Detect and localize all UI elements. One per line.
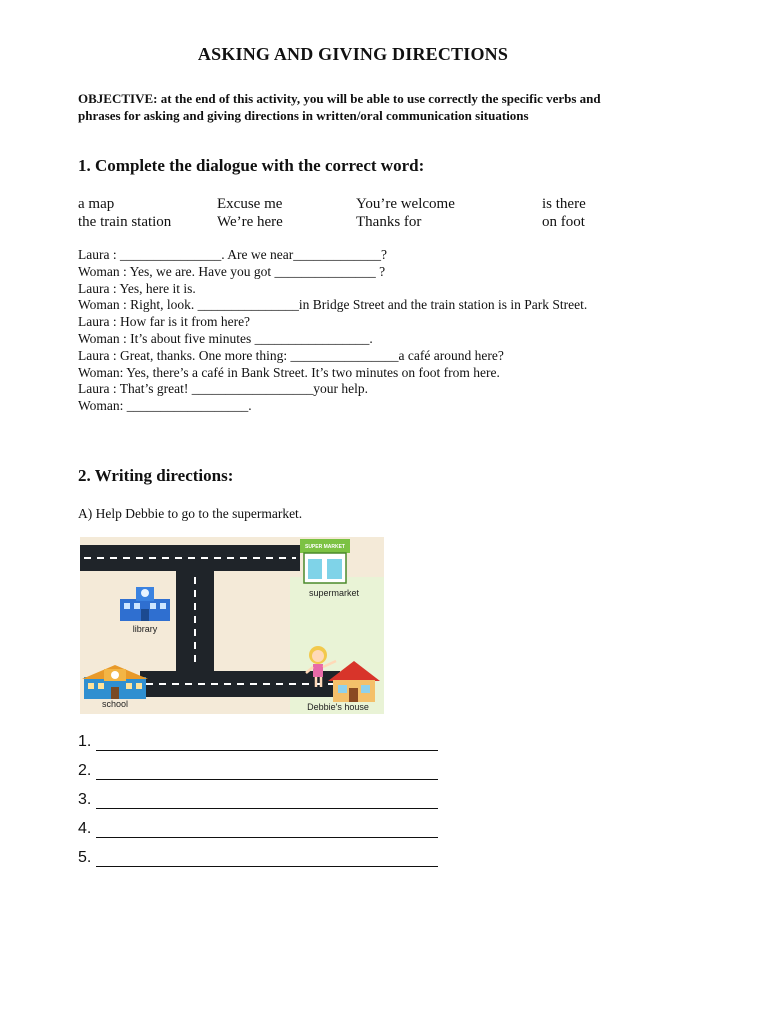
word-bank-item: Excuse me [217,196,283,212]
supermarket-label: supermarket [308,588,360,598]
dialogue-line: Laura : Yes, here it is. [78,280,196,296]
dialogue [78,247,698,415]
dialogue-line: Woman : Yes, we are. Have you got _______________ ? [78,263,386,279]
library-label: library [132,624,158,634]
answer-row[interactable] [78,849,91,867]
answer-row[interactable] [78,762,91,780]
answer-row[interactable] [78,733,91,751]
answer-blank[interactable] [96,866,438,867]
dialogue-line: Laura : Great, thanks. One more thing: ________________a café around here? [78,347,504,363]
dialogue-line: Laura : How far is it from here? [78,314,251,330]
answer-blank[interactable] [96,808,438,809]
answer-number: 5. [78,849,92,866]
instruction-text: A) Help Debbie to go to the supermarket. [78,506,303,521]
map-illustration [80,537,384,714]
word-bank-item: on foot [542,214,585,230]
dialogue-line: Woman : Right, look. _______________in Bridge Street and the train station is in Park Street. [78,297,588,313]
answer-blank[interactable] [96,750,438,751]
page-title: ASKING AND GIVING DIRECTIONS [197,44,509,64]
section-1-heading: 1. Complete the dialogue with the correct word: [78,156,425,175]
house-label: Debbie's house [307,702,369,712]
word-bank-item: the train station [78,214,172,230]
answer-number: 1. [78,733,92,750]
section-2-heading: 2. Writing directions: [78,466,234,485]
directions-map [80,537,384,714]
dialogue-line: Laura : That’s great! __________________your help. [78,381,368,397]
answer-row[interactable] [78,820,91,838]
dialogue-line: Woman : It’s about five minutes _________________. [78,330,373,346]
answer-number: 3. [78,791,92,808]
supermarket-sign: SUPER MARKET [304,544,346,550]
word-bank-item: We’re here [217,214,283,230]
answer-blank[interactable] [96,779,438,780]
answer-number: 4. [78,820,92,837]
word-bank-item: You’re welcome [356,196,455,212]
school-label: school [101,699,129,709]
dialogue-line: Woman: __________________. [78,398,252,414]
word-bank-item: is there [542,196,586,212]
word-bank-item: a map [78,196,115,212]
answer-number: 2. [78,762,92,779]
dialogue-line: Laura : _______________. Are we near_____________? [78,247,387,262]
answer-row[interactable] [78,791,91,809]
objective-text: OBJECTIVE: at the end of this activity, you will be able to use correctly the specific verbs and phrases for asking and giving directions in written/oral communication situations [78,91,601,123]
answer-blank[interactable] [96,837,438,838]
dialogue-line: Woman: Yes, there’s a café in Bank Street. It’s two minutes on foot from here. [78,364,500,380]
word-bank-item: Thanks for [356,214,422,230]
